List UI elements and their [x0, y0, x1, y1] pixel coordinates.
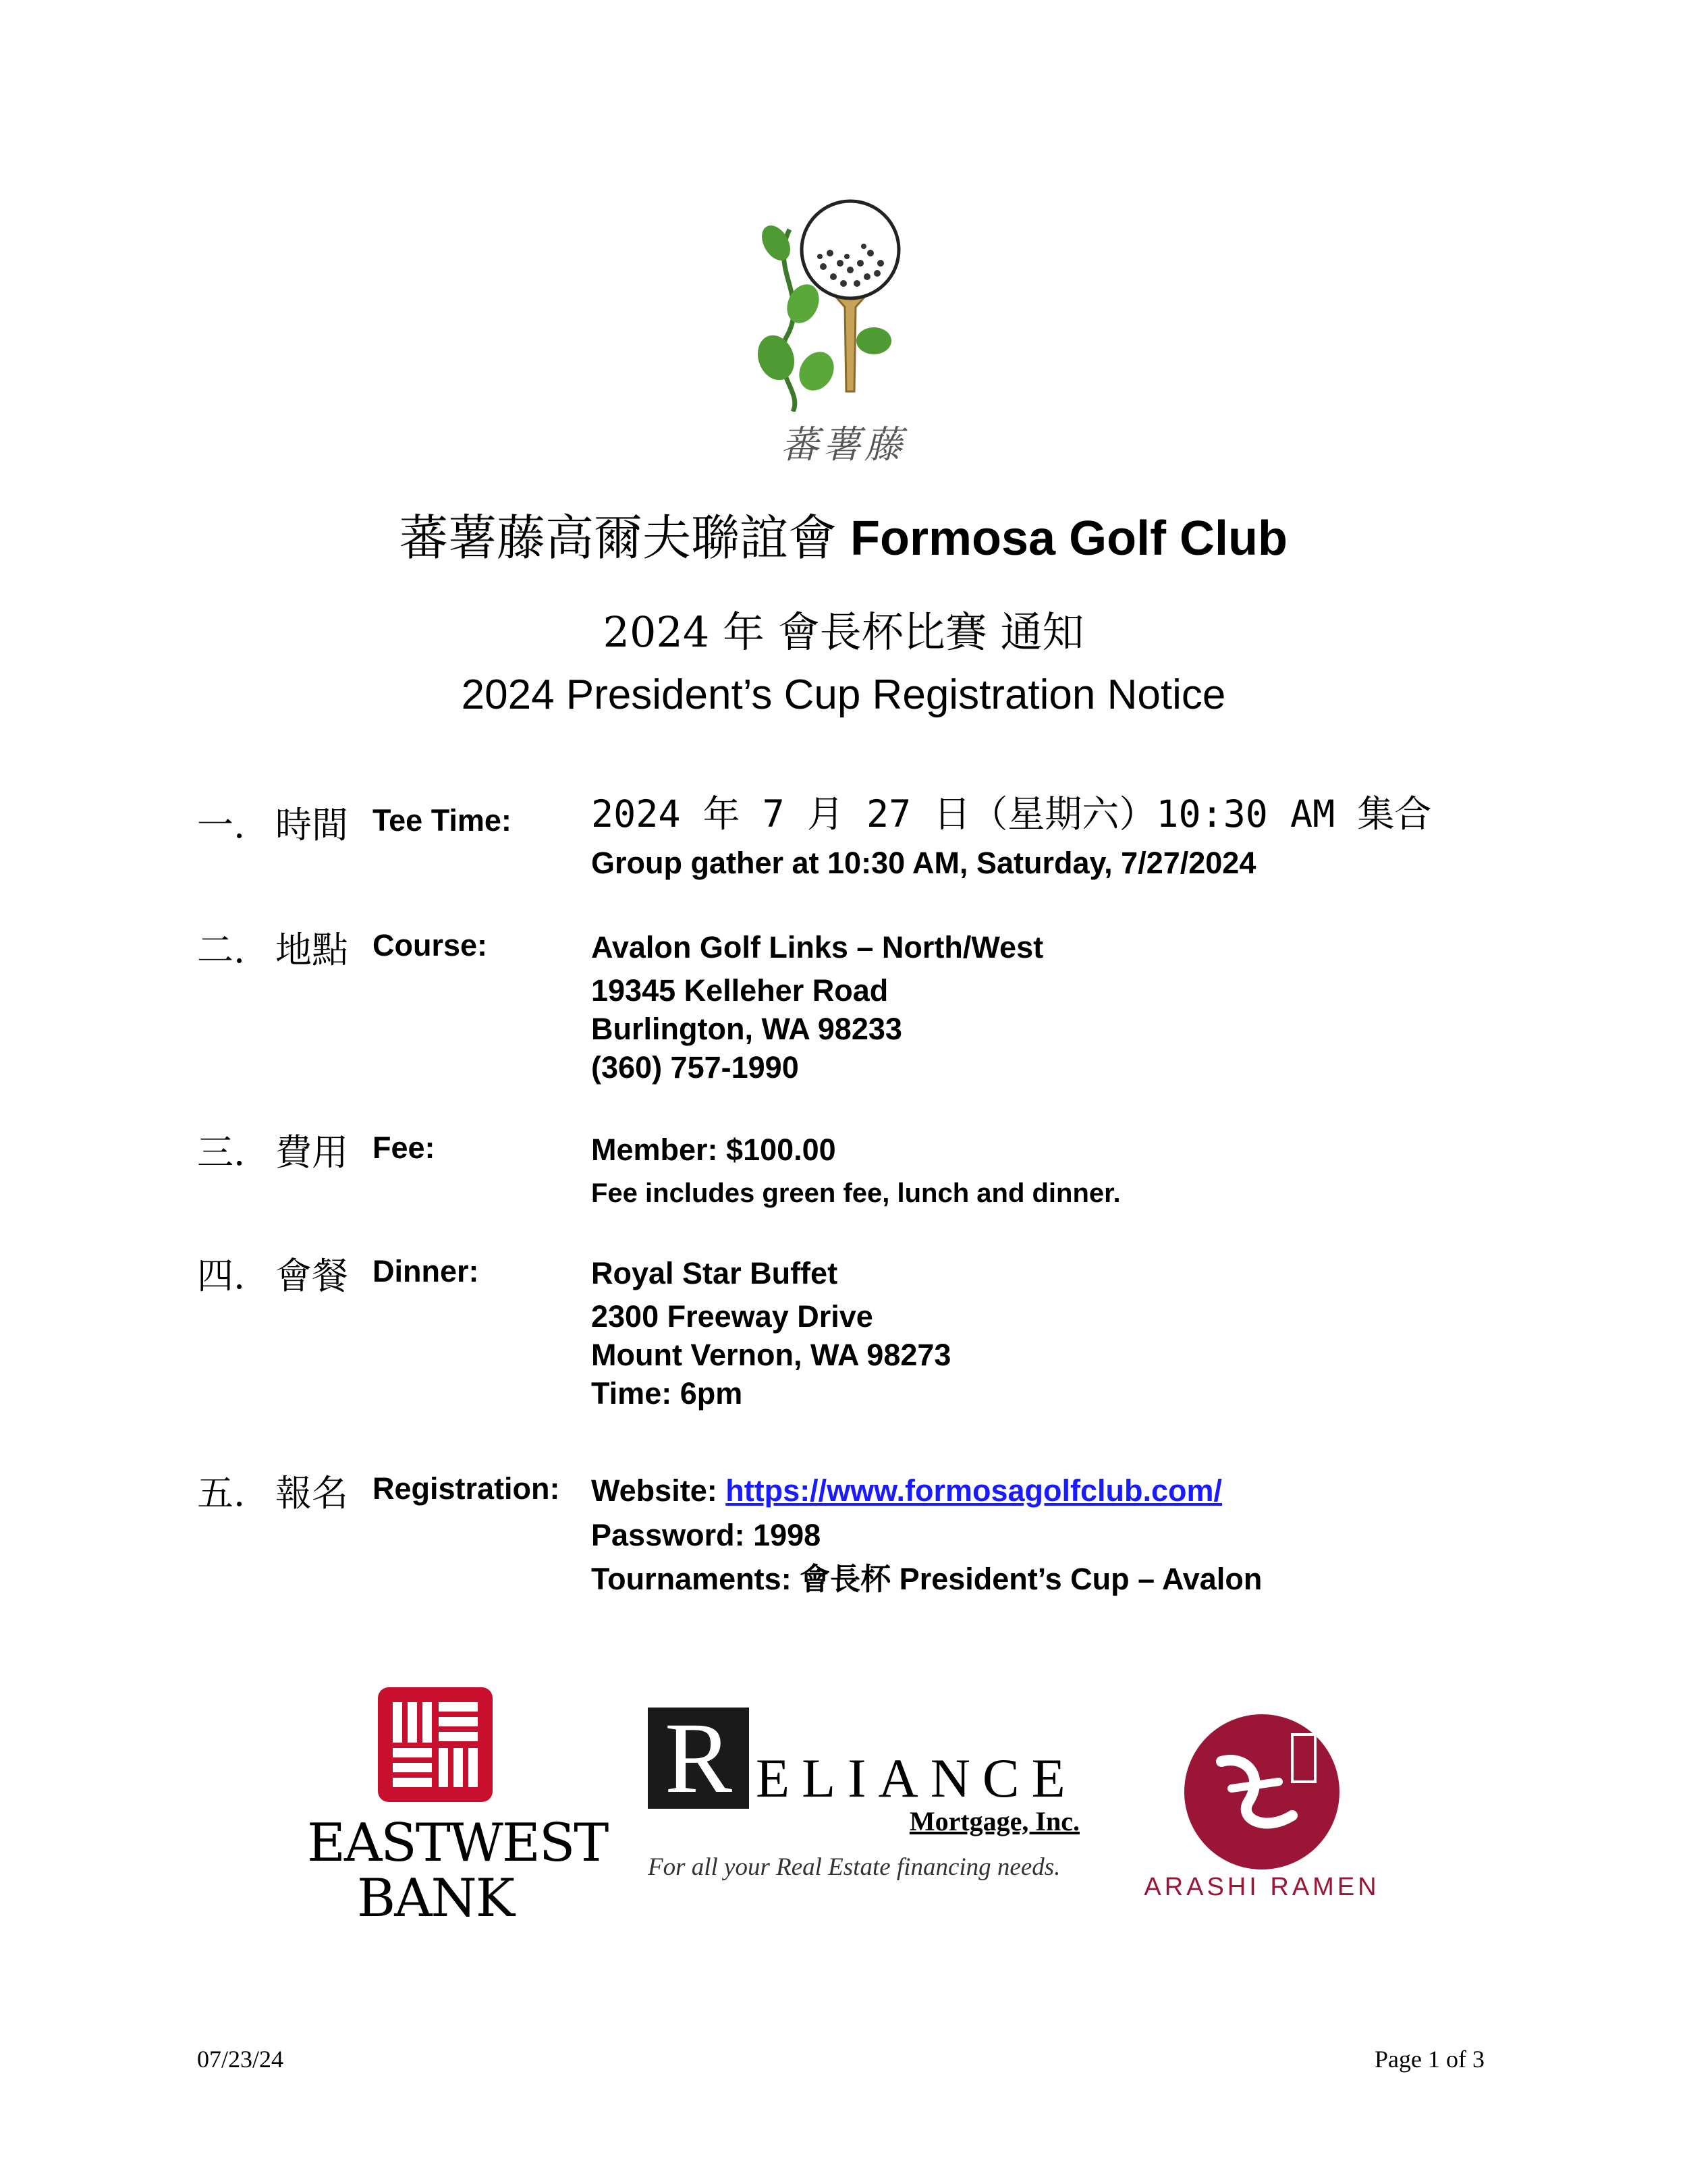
section-label-zh: 地點 [275, 929, 348, 971]
fee-note: Fee includes green fee, lunch and dinner. [591, 1178, 1121, 1208]
course-phone: (360) 757-1990 [591, 1050, 799, 1085]
fee-member: Member: $100.00 [591, 1132, 836, 1167]
page-title [0, 508, 1687, 569]
club-logo-text: 蕃薯藤 [781, 423, 906, 467]
tee-time-zh: 2024 年 7 月 27 日（星期六）10:30 AM 集合 [591, 792, 1432, 836]
registration-website [591, 1471, 1222, 1510]
section-number: 一. [197, 804, 246, 846]
subtitle-english: 2024 President’s Cup Registration Notice [461, 672, 1226, 718]
website-link[interactable]: https://www.formosagolfclub.com/ [725, 1473, 1223, 1508]
dinner-time: Time: 6pm [591, 1376, 743, 1411]
reliance-r-mark: R [648, 1708, 749, 1809]
tee-time-en: Group gather at 10:30 AM, Saturday, 7/27/2024 [591, 846, 1256, 880]
section-label-en: Registration: [372, 1471, 560, 1506]
title-chinese: 蕃薯藤高爾夫聯誼會 [399, 510, 837, 566]
dinner-street: 2300 Freeway Drive [591, 1299, 873, 1334]
golf-ball-tee-icon [729, 189, 958, 412]
section-label-zh: 報名 [275, 1472, 348, 1514]
eastwest-logo-text: EASTWEST BANK [307, 1813, 608, 1929]
section-label-zh: 時間 [275, 804, 348, 846]
website-label: Website: [591, 1473, 726, 1508]
reliance-subtitle: Mortgage, Inc. [909, 1806, 1080, 1836]
course-city: Burlington, WA 98233 [591, 1012, 902, 1046]
section-label-en: Dinner: [372, 1254, 479, 1288]
section-number: 四. [197, 1255, 246, 1297]
club-logo [729, 189, 958, 486]
footer-page-number: Page 1 of 3 [1375, 2046, 1485, 2073]
dinner-venue: Royal Star Buffet [591, 1256, 838, 1290]
registration-tournament: Tournaments: 會長杯 President’s Cup – Avalon [591, 1562, 1263, 1596]
section-number: 三. [197, 1131, 246, 1174]
title-english: Formosa Golf Club [850, 512, 1288, 566]
subtitle-chinese: 2024 年 會長杯比賽 通知 [603, 607, 1084, 657]
course-name: Avalon Golf Links – North/West [591, 930, 1044, 964]
section-label-en: Fee: [372, 1130, 435, 1165]
section-label-zh: 會餐 [275, 1255, 348, 1297]
dinner-city: Mount Vernon, WA 98273 [591, 1338, 951, 1372]
reliance-word: ELIANCE [756, 1747, 1078, 1809]
section-number: 二. [197, 929, 246, 971]
section-label-en: Course: [372, 928, 488, 962]
section-number: 五. [197, 1472, 246, 1514]
course-street: 19345 Kelleher Road [591, 973, 889, 1008]
footer-date: 07/23/24 [197, 2046, 284, 2073]
reliance-tagline: For all your Real Estate financing needs. [648, 1853, 1061, 1881]
section-label-en: Tee Time: [372, 803, 511, 838]
arashi-logo-text: ARASHI RAMEN [1144, 1873, 1380, 1901]
section-label-zh: 費用 [275, 1131, 348, 1174]
arashi-logo-icon [1184, 1714, 1339, 1869]
eastwest-logo-icon [378, 1687, 493, 1802]
registration-password: Password: 1998 [591, 1518, 821, 1552]
